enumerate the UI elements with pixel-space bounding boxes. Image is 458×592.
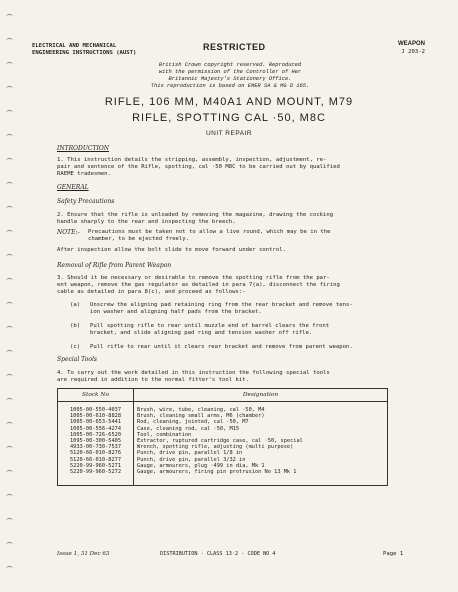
binder-hole-mark (6, 302, 13, 306)
stock-number: 1005-00-726-6520 (69, 431, 122, 438)
binder-hole-mark (6, 62, 13, 66)
stock-number: 5220-99-960-5271 (69, 462, 122, 469)
designation: Tool, combination (137, 431, 192, 438)
issue-date: Issue 1, 31 Dec 63 (57, 551, 110, 557)
binder-hole-mark (6, 566, 13, 570)
note-line: Precautions must be taken not to allow a live round, which may be in the (88, 229, 331, 235)
paragraph-1-line: pair and sentence of the Rifle, spotting, cal ·50 M8C to be carried out by qualified (57, 164, 340, 170)
paragraph-4-line: 4. To carry out the work detailed in this instruction the following special tools (57, 370, 330, 376)
designation: Rod, cleaning, jointed, cal ·50, M7 (137, 419, 249, 426)
binder-hole-mark (6, 278, 13, 282)
stock-number: 1005-00-550-4037 (69, 407, 122, 413)
subheading-safety-precautions: Safety Precautions (57, 198, 115, 205)
binder-hole-mark (6, 230, 13, 234)
paragraph-3-line: ent weapon, remove the gas regulator as detailed in para 7(a), disconnect the firing (57, 282, 340, 288)
step-b-line: bracket, and slide aligning pad ring and tension washer off rifle. (90, 330, 313, 336)
section-heading-general: GENERAL (57, 184, 89, 191)
stock-number: 5220-99-960-5272 (69, 469, 122, 476)
paragraph-2-line: 2. Ensure that the rifle is unloaded by removing the magazine, drawing the cocking (57, 212, 334, 218)
binder-hole-mark (6, 374, 13, 378)
designation-cell (134, 402, 388, 486)
copyright-notice (100, 62, 360, 90)
binder-hole-mark (6, 422, 13, 426)
note-label: NOTE:- (57, 229, 80, 236)
designation: Brush, wire, tube, cleaning, cal ·50, M4 (137, 407, 265, 413)
document-reference (398, 40, 425, 56)
designation: Gauge, armourers, plug ·499 in dia, Mk 1 (137, 462, 265, 469)
designation: Punch, drive pin, parallel 3/32 in (137, 456, 246, 463)
copyright-line: This reproduction is based on EMER SA & MG D 165. (150, 83, 310, 89)
special-tools-table (57, 388, 388, 486)
section-heading-introduction: INTRODUCTION (57, 145, 110, 152)
binder-hole-mark (6, 326, 13, 330)
binder-hole-mark (6, 446, 13, 450)
reference-number: J 203-2 (401, 49, 425, 55)
document-title-line1: RIFLE, 106 MM, M40A1 AND MOUNT, M79 (104, 96, 354, 108)
subheading-special-tools: Special Tools (57, 356, 97, 363)
step-c-label: (c) (70, 344, 81, 350)
step-c-line: Pull rifle to rear until it clears rear bracket and remove from parent weapon. (90, 344, 353, 350)
designation: Gauge, armourers, firing pin protrusion No 13 Mk 1 (137, 469, 297, 476)
step-a-line: ion washer and aligning half pads from the bracket. (90, 309, 262, 315)
classification-marking: RESTRICTED (203, 42, 266, 52)
paragraph-2-line: handle sharply to the rear and inspecting the breech. (57, 219, 236, 225)
document-subtitle: UNIT REPAIR (205, 130, 253, 137)
page-number: Page 1 (383, 551, 404, 557)
copyright-line: with the permission of the Controller of Her (158, 69, 302, 75)
binder-hole-mark (6, 38, 13, 42)
table-header-row (58, 389, 388, 402)
distribution-line: DISTRIBUTION - CLASS 13·2 - CODE NO 4 (160, 551, 276, 557)
document-title-line2: RIFLE, SPOTTING CAL ·50, M8C (132, 112, 326, 124)
step-b-label: (b) (70, 323, 81, 329)
note-line: chamber, to be ejected freely. (88, 236, 190, 242)
category-label: WEAPON (398, 41, 425, 47)
binder-hole-mark (6, 518, 13, 522)
publication-name-line2: ENGINEERING INSTRUCTIONS (AUST) (32, 50, 137, 56)
paragraph-1-line: RAEME tradesmen. (57, 171, 111, 177)
designation: Punch, drive pin, parallel 1/8 in (137, 450, 243, 457)
table-body-row (58, 402, 388, 486)
publication-name-line1: ELECTRICAL AND MECHANICAL (32, 43, 117, 49)
binder-hole-mark (6, 470, 13, 474)
stock-number: 1005-00-556-4274 (69, 425, 122, 432)
stock-number-cell (58, 402, 134, 486)
column-header-designation: Designation (134, 389, 388, 402)
stock-number: 5120-66-010-8276 (69, 450, 122, 457)
subheading-removal: Removal of Rifle from Parent Weapon (57, 262, 172, 269)
stock-number: 4933-00-730-7537 (69, 444, 122, 451)
stock-number: 1005-00-610-8828 (69, 413, 122, 420)
binder-hole-mark (6, 542, 13, 546)
copyright-line: British Crown copyright reserved. Reproduced (158, 62, 302, 68)
binder-hole-mark (6, 206, 13, 210)
binder-hole-mark (6, 158, 13, 162)
binder-hole-mark (6, 14, 13, 18)
publication-header (32, 43, 136, 57)
binder-hole-mark (6, 494, 13, 498)
paragraph-3-line: 3. Should it be necessary or desirable to remove the spotting rifle from the par- (57, 275, 330, 281)
paragraph-4-line: are required in addition to the normal fitter's tool kit. (57, 377, 249, 383)
binder-hole-mark (6, 86, 13, 90)
designation: Case, cleaning rod, cal ·50, M15 (137, 425, 240, 432)
step-a-label: (a) (70, 302, 81, 308)
paragraph-1-line: 1. This instruction details the stripping, assembly, inspection, adjustment, re- (57, 157, 327, 163)
column-header-stock-no: Stock No (58, 389, 134, 402)
designation: Brush, cleaning small arms, M6 (chamber) (137, 413, 265, 420)
stock-number: 1095-00-300-5405 (69, 438, 122, 445)
step-b-line: Pull spotting rifle to rear until muzzle end of barrel clears the front (90, 323, 330, 329)
step-a-line: Unscrew the aligning pad retaining ring from the rear bracket and remove tens- (90, 302, 353, 308)
designation: Extractor, ruptured cartridge case, cal ·50, special (137, 438, 303, 445)
binder-hole-mark (6, 398, 13, 402)
designation: Wrench, spotting rifle, adjusting (multi purpose) (137, 444, 294, 451)
paragraph-3-line: cable as detailed in para 8(c), and proceed as follows:- (57, 289, 246, 295)
stock-number: 5120-66-010-8277 (69, 456, 122, 463)
binder-hole-mark (6, 350, 13, 354)
stock-number: 1005-00-653-5441 (69, 419, 122, 426)
binder-hole-mark (6, 254, 13, 258)
copyright-line: Britannic Majesty's Stationery Office. (168, 76, 292, 82)
binder-hole-mark (6, 182, 13, 186)
paragraph-after-inspection: After inspection allow the bolt slide to move forward under control. (57, 247, 287, 253)
